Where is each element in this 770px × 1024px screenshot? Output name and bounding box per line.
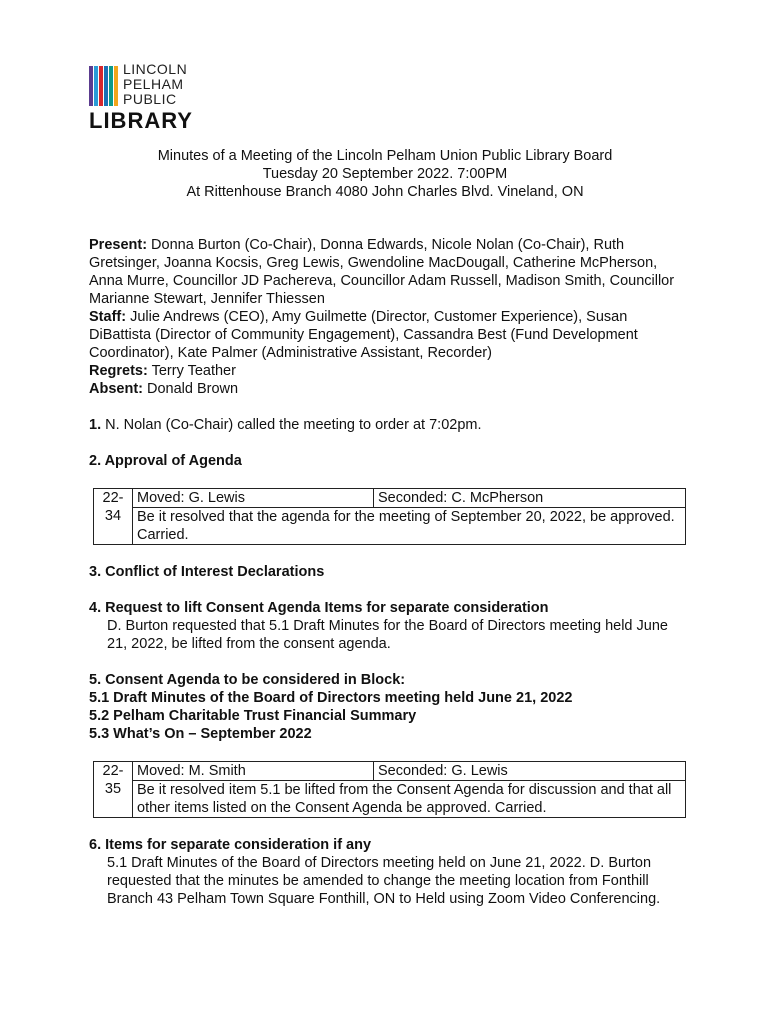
header-title: Minutes of a Meeting of the Lincoln Pelham Union Public Library Board bbox=[157, 148, 613, 164]
logo-bar bbox=[94, 66, 98, 106]
item-1-number: 1. bbox=[89, 417, 102, 433]
item-6-text: 5.1 Draft Minutes of the Board of Directors meeting held on June 21, 2022. D. Burton requested that the minutes be amended to change the meeting location from Fonthill Branch 43 Pelham Town Square Fonthill, ON to Held using Zoom Video Conferencing. bbox=[107, 855, 661, 907]
logo-line-4: LIBRARY bbox=[89, 108, 193, 133]
logo-bar bbox=[89, 66, 93, 106]
motion-table-2 bbox=[93, 761, 686, 818]
item-2-heading-text: 2. Approval of Agenda bbox=[89, 453, 242, 469]
motion-seconded: Seconded: G. Lewis bbox=[374, 762, 686, 781]
motion-seconded: Seconded: C. McPherson bbox=[374, 489, 686, 508]
item-5-heading-text: 5. Consent Agenda to be considered in Block: bbox=[89, 672, 406, 688]
item-5-heading bbox=[89, 671, 689, 689]
logo-bar bbox=[104, 66, 108, 106]
motion-number: 22-34 bbox=[94, 489, 133, 545]
item-5-3-text: 5.3 What’s On – September 2022 bbox=[89, 726, 312, 742]
motion-moved: Moved: G. Lewis bbox=[133, 489, 374, 508]
item-5-1-text: 5.1 Draft Minutes of the Board of Directors meeting held June 21, 2022 bbox=[89, 690, 573, 706]
logo-line-2: PELHAM bbox=[123, 76, 184, 92]
item-6-heading-text: 6. Items for separate consideration if any bbox=[89, 837, 372, 853]
item-2-heading bbox=[89, 452, 689, 470]
logo-line-3: PUBLIC bbox=[123, 91, 177, 107]
present-paragraph bbox=[89, 236, 689, 308]
motion-number: 22-35 bbox=[94, 762, 133, 818]
item-3-heading bbox=[89, 563, 689, 581]
item-4-heading bbox=[89, 599, 689, 617]
logo-bar bbox=[99, 66, 103, 106]
item-4-heading-text: 4. Request to lift Consent Agenda Items for separate consideration bbox=[89, 600, 549, 616]
absent-paragraph bbox=[89, 380, 689, 398]
item-5-3 bbox=[89, 725, 689, 743]
item-5-2 bbox=[89, 707, 689, 725]
item-5-2-text: 5.2 Pelham Charitable Trust Financial Summary bbox=[89, 708, 417, 724]
item-1 bbox=[89, 416, 689, 434]
regrets-text: Terry Teather bbox=[147, 363, 236, 379]
logo-bar bbox=[114, 66, 118, 106]
regrets-paragraph bbox=[89, 362, 689, 380]
present-text: Donna Burton (Co-Chair), Donna Edwards, Nicole Nolan (Co-Chair), Ruth Gretsinger, Joanna Kocsis, Greg Lewis, Gwendoline MacDougall, Catherine McPherson, Anna Murre, Councillor JD Pachereva, Councillor Adam Russell, Madison Smith, Councillor Marianne Stewart, Jennifer Thiessen bbox=[89, 237, 675, 307]
item-5-1 bbox=[89, 689, 689, 707]
item-6-heading bbox=[89, 836, 689, 854]
logo-bar bbox=[109, 66, 113, 106]
motion-text: Be it resolved that the agenda for the meeting of September 20, 2022, be approved. Carried. bbox=[133, 508, 686, 545]
logo-bars bbox=[89, 66, 121, 106]
document-header bbox=[0, 147, 770, 201]
motion-text: Be it resolved item 5.1 be lifted from the Consent Agenda for discussion and that all other items listed on the Consent Agenda be approved. Carried. bbox=[133, 781, 686, 818]
library-logo bbox=[89, 61, 193, 133]
logo-line-1: LINCOLN bbox=[123, 61, 188, 77]
absent-text: Donald Brown bbox=[142, 381, 239, 397]
header-date: Tuesday 20 September 2022. 7:00PM bbox=[262, 166, 508, 182]
logo-words bbox=[123, 62, 187, 107]
staff-paragraph bbox=[89, 308, 689, 362]
regrets-label: Regrets: bbox=[89, 363, 148, 379]
header-location: At Rittenhouse Branch 4080 John Charles Blvd. Vineland, ON bbox=[186, 184, 584, 200]
item-3-heading-text: 3. Conflict of Interest Declarations bbox=[89, 564, 325, 580]
item-1-text: N. Nolan (Co-Chair) called the meeting to order at 7:02pm. bbox=[101, 417, 482, 433]
motion-moved: Moved: M. Smith bbox=[133, 762, 374, 781]
absent-label: Absent: bbox=[89, 381, 143, 397]
present-label: Present: bbox=[89, 237, 148, 253]
motion-table-1 bbox=[93, 488, 686, 545]
document-body bbox=[89, 236, 689, 908]
staff-text: Julie Andrews (CEO), Amy Guilmette (Director, Customer Experience), Susan DiBattista (Director of Community Engagement), Cassandra Best (Fund Development Coordinator), Kate Palmer (Administrative Assistant, Recorder) bbox=[89, 309, 638, 361]
item-4-text: D. Burton requested that 5.1 Draft Minutes for the Board of Directors meeting held June 21, 2022, be lifted from the consent agenda. bbox=[107, 618, 668, 652]
staff-label: Staff: bbox=[89, 309, 127, 325]
